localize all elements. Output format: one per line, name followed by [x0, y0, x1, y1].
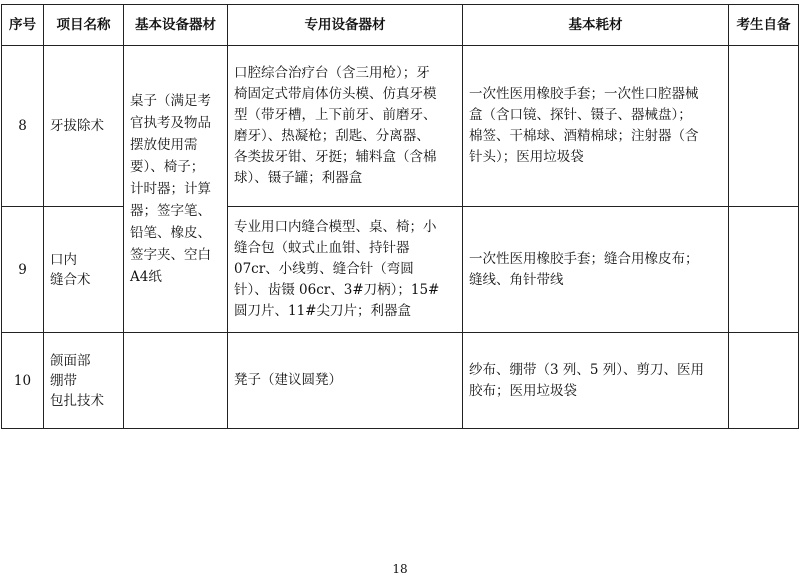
- header-self-provided: 考生自备: [729, 5, 799, 46]
- header-basic-equipment: 基本设备器材: [124, 5, 228, 46]
- page-number: 18: [392, 562, 408, 576]
- header-consumables: 基本耗材: [463, 5, 729, 46]
- consumables-cell: 一次性医用橡胶手套；缝合用橡皮布； 缝线、角针带线: [463, 207, 729, 333]
- header-project-name: 项目名称: [44, 5, 124, 46]
- header-serial-no: 序号: [2, 5, 44, 46]
- basic-equipment-cell: 桌子（满足考 官执考及物品 摆放使用需 要）、椅子； 计时器；计算 器；签字笔、 铅笔、橡皮、 签字夹、空白 A4纸: [124, 46, 228, 333]
- special-equipment-cell: 凳子（建议圆凳）: [228, 333, 463, 429]
- basic-equipment-cell-empty: [124, 333, 228, 429]
- project-name: 口内 缝合术: [44, 207, 124, 333]
- consumables-cell: 一次性医用橡胶手套；一次性口腔器械 盒（含口镜、探针、镊子、器械盘）； 棉签、干棉球、酒精棉球；注射器（含 针头）；医用垃圾袋: [463, 46, 729, 207]
- project-name: 牙拔除术: [44, 46, 124, 207]
- table-row: [2, 46, 799, 207]
- row-number: 8: [2, 46, 44, 207]
- special-equipment-cell: 口腔综合治疗台（含三用枪）；牙 椅固定式带肩体仿头模、仿真牙模 型（带牙槽，上下前牙、前磨牙、 磨牙）、热凝枪；刮匙、分离器、 各类拔牙钳、牙挺；辅料盒（含棉 球）、镊子罐；利器盒: [228, 46, 463, 207]
- self-provided-cell: [729, 207, 799, 333]
- equipment-table: [1, 4, 799, 429]
- table-row: [2, 333, 799, 429]
- self-provided-cell: [729, 46, 799, 207]
- table-row: [2, 207, 799, 333]
- project-name: 颌面部 绷带 包扎技术: [44, 333, 124, 429]
- row-number: 9: [2, 207, 44, 333]
- header-special-equipment: 专用设备器材: [228, 5, 463, 46]
- table-header-row: [2, 5, 799, 46]
- consumables-cell: 纱布、绷带（3 列、5 列）、剪刀、医用 胶布；医用垃圾袋: [463, 333, 729, 429]
- self-provided-cell: [729, 333, 799, 429]
- special-equipment-cell: 专业用口内缝合模型、桌、椅；小 缝合包（蚊式止血钳、持针器 07cr、小线剪、缝合针（弯圆 针）、齿镊 06cr、3#刀柄）；15# 圆刀片、11#尖刀片；利器盒: [228, 207, 463, 333]
- row-number: 10: [2, 333, 44, 429]
